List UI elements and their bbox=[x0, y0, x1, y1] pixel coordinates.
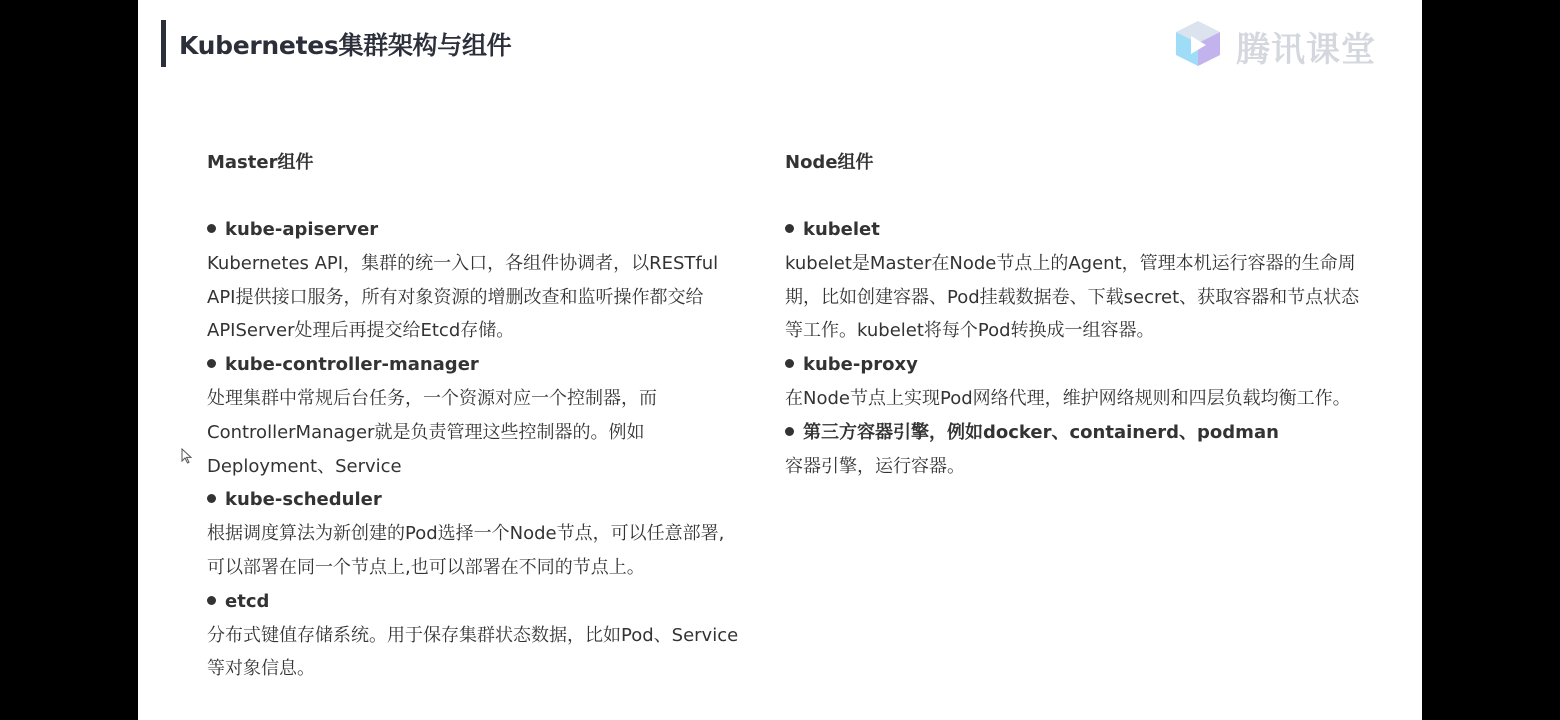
master-column bbox=[207, 146, 767, 686]
component-item bbox=[207, 213, 767, 348]
bullet-icon bbox=[207, 596, 216, 605]
bullet-icon bbox=[207, 224, 216, 233]
component-description-line: 期，比如创建容器、Pod挂载数据卷、下载secret、获取容器和节点状态 bbox=[785, 286, 1360, 308]
component-description-line: ControllerManager就是负责管理这些控制器的。例如 bbox=[207, 421, 645, 443]
tencent-classroom-logo bbox=[1168, 18, 1388, 68]
component-name bbox=[785, 416, 1405, 450]
component-description-line: API提供接口服务，所有对象资源的增删改查和监听操作都交给 bbox=[207, 286, 704, 308]
component-name bbox=[785, 213, 1405, 247]
component-name-text: kube-apiserver bbox=[225, 219, 379, 240]
bullet-icon bbox=[207, 494, 216, 503]
play-cube-icon bbox=[1168, 18, 1228, 68]
component-name bbox=[207, 213, 767, 247]
component-item bbox=[785, 348, 1405, 416]
component-item bbox=[785, 416, 1405, 484]
component-description-line: Kubernetes API，集群的统一入口，各组件协调者，以RESTful bbox=[207, 252, 719, 274]
component-item bbox=[207, 585, 767, 686]
component-name bbox=[207, 483, 767, 517]
component-item bbox=[785, 213, 1405, 348]
component-description-line: 处理集群中常规后台任务，一个资源对应一个控制器，而 bbox=[207, 387, 657, 409]
component-name bbox=[207, 348, 767, 382]
master-heading: Master组件 bbox=[207, 152, 314, 173]
component-item bbox=[207, 483, 767, 584]
slide-title: Kubernetes集群架构与组件 bbox=[179, 31, 512, 60]
component-name-text: etcd bbox=[225, 590, 270, 612]
title-accent-bar bbox=[161, 20, 166, 67]
component-name-text: kube-scheduler bbox=[225, 489, 382, 511]
component-name bbox=[207, 585, 767, 619]
mouse-cursor-icon bbox=[181, 448, 193, 464]
slide bbox=[138, 0, 1422, 720]
component-description-line: 容器引擎，运行容器。 bbox=[785, 455, 965, 477]
component-description-line: APIServer处理后再提交给Etcd存储。 bbox=[207, 320, 515, 342]
bullet-icon bbox=[785, 359, 794, 368]
component-item bbox=[207, 348, 767, 483]
component-name-text: kubelet bbox=[803, 219, 880, 240]
component-description-line: 等对象信息。 bbox=[207, 658, 315, 680]
component-description-line: 可以部署在同一个节点上,也可以部署在不同的节点上。 bbox=[207, 556, 645, 578]
node-component-list bbox=[785, 213, 1405, 483]
component-name-text: 第三方容器引擎，例如docker、containerd、podman bbox=[803, 421, 1279, 443]
node-heading: Node组件 bbox=[785, 152, 874, 173]
component-description-line: 分布式键值存储系统。用于保存集群状态数据，比如Pod、Service bbox=[207, 624, 739, 646]
component-description-line: Deployment、Service bbox=[207, 455, 402, 477]
bullet-icon bbox=[785, 224, 794, 233]
component-name-text: kube-controller-manager bbox=[225, 354, 479, 376]
master-component-list bbox=[207, 213, 767, 686]
component-description-line: 等工作。kubelet将每个Pod转换成一组容器。 bbox=[785, 320, 1155, 342]
component-description-line: 根据调度算法为新创建的Pod选择一个Node节点，可以任意部署, bbox=[207, 523, 725, 545]
component-description-line: kubelet是Master在Node节点上的Agent，管理本机运行容器的生命周 bbox=[785, 252, 1356, 274]
component-name bbox=[785, 348, 1405, 382]
logo-text: 腾讯课堂 bbox=[1236, 30, 1376, 70]
component-name-text: kube-proxy bbox=[803, 354, 918, 376]
bullet-icon bbox=[785, 427, 794, 436]
node-column bbox=[785, 146, 1405, 483]
bullet-icon bbox=[207, 359, 216, 368]
component-description-line: 在Node节点上实现Pod网络代理，维护网络规则和四层负载均衡工作。 bbox=[785, 387, 1351, 409]
